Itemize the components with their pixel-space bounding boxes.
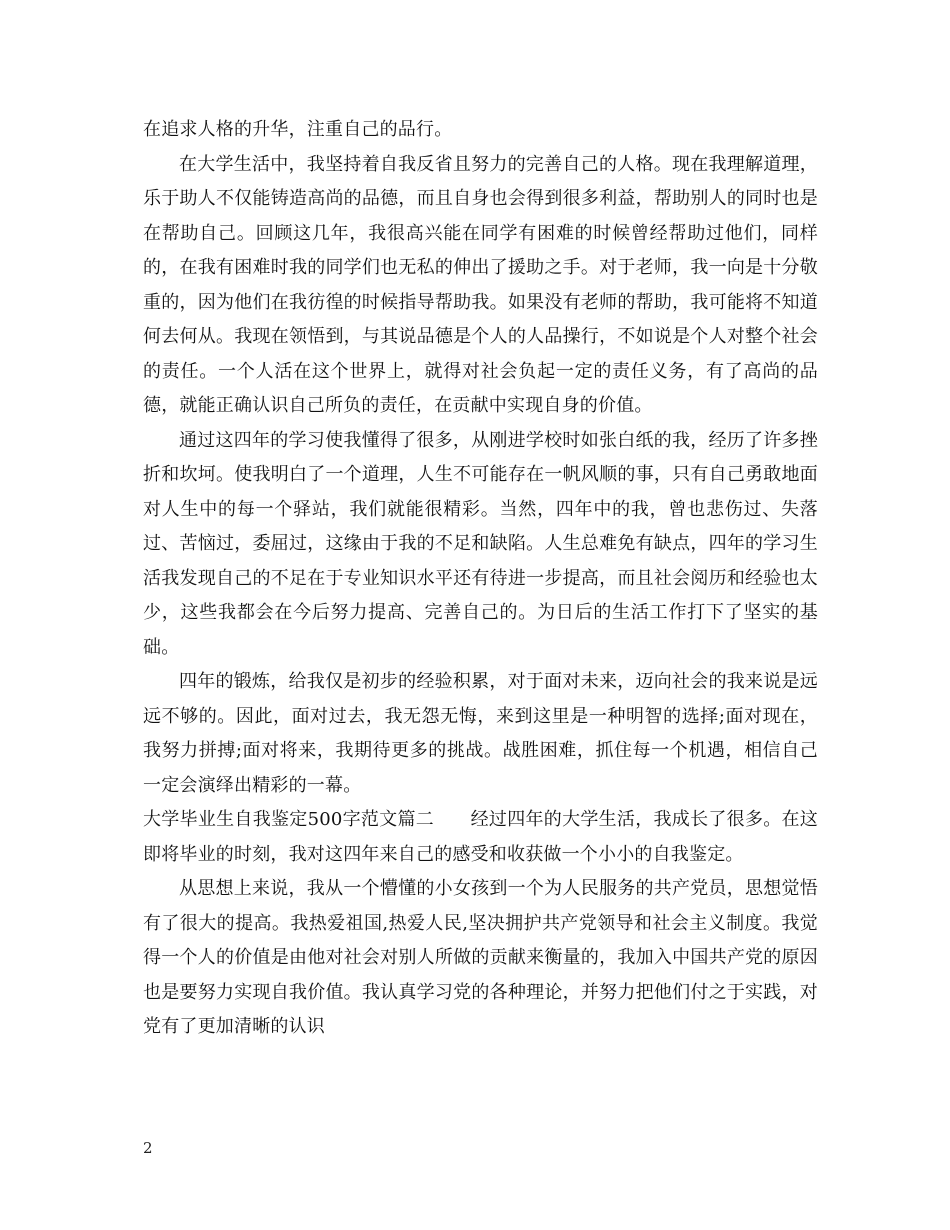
paragraph-5-section-heading: 大学毕业生自我鉴定500字范文篇二 经过四年的大学生活，我成长了很多。在这即将毕业的时刻，我对这四年来自己的感受和收获做一个小小的自我鉴定。 [143,809,818,865]
paragraph-3: 通过这四年的学习使我懂得了很多，从刚进学校时如张白纸的我，经历了许多挫折和坎坷。使我明白了一个道理，人生不可能存在一帆风顺的事，只有自己勇敢地面对人生中的每一个驿站，我们就能很精彩。当然，四年中的我，曾也悲伤过、失落过、苦恼过，委屈过，这缘由于我的不足和缺陷。人生总难免有缺点，四年的学习生活我发现自己的不足在于专业知识水平还有待进一步提高，而且社会阅历和经验也太少，这些我都会在今后努力提高、完善自己的。为日后的生活工作打下了坚实的基础。 [143,429,818,658]
paragraph-1: 在追求人格的升华，注重自己的品行。 [143,119,453,140]
paragraph-4: 四年的锻炼，给我仅是初步的经验积累，对于面对未来，迈向社会的我来说是远远不够的。因此，面对过去，我无怨无悔，来到这里是一种明智的选择;面对现在，我努力拼搏;面对将来，我期待更多的挑战。战胜困难，抓住每一个机遇，相信自己一定会演绎出精彩的一幕。 [143,671,818,796]
paragraph-6: 从思想上来说，我从一个懵懂的小女孩到一个为人民服务的共产党员，思想觉悟有了很大的提高。我热爱祖国,热爱人民,坚决拥护共产党领导和社会主义制度。我觉得一个人的价值是由他对社会对别人所做的贡献来衡量的，我加入中国共产党的原因也是要努力实现自我价值。我认真学习党的各种理论，并努力把他们付之于实践，对党有了更加清晰的认识 [143,878,818,1037]
document-body [143,113,818,1045]
page-number: 2 [143,1139,153,1157]
paragraph-2: 在大学生活中，我坚持着自我反省且努力的完善自己的人格。现在我理解道理，乐于助人不仅能铸造高尚的品德，而且自身也会得到很多利益，帮助别人的同时也是在帮助自己。回顾这几年，我很高兴能在同学有困难的时候曾经帮助过他们，同样的，在我有困难时我的同学们也无私的伸出了援助之手。对于老师，我一向是十分敬重的，因为他们在我彷徨的时候指导帮助我。如果没有老师的帮助，我可能将不知道何去何从。我现在领悟到，与其说品德是个人的人品操行，不如说是个人对整个社会的责任。一个人活在这个世界上，就得对社会负起一定的责任义务，有了高尚的品德，就能正确认识自己所负的责任，在贡献中实现自身的价值。 [143,153,818,416]
